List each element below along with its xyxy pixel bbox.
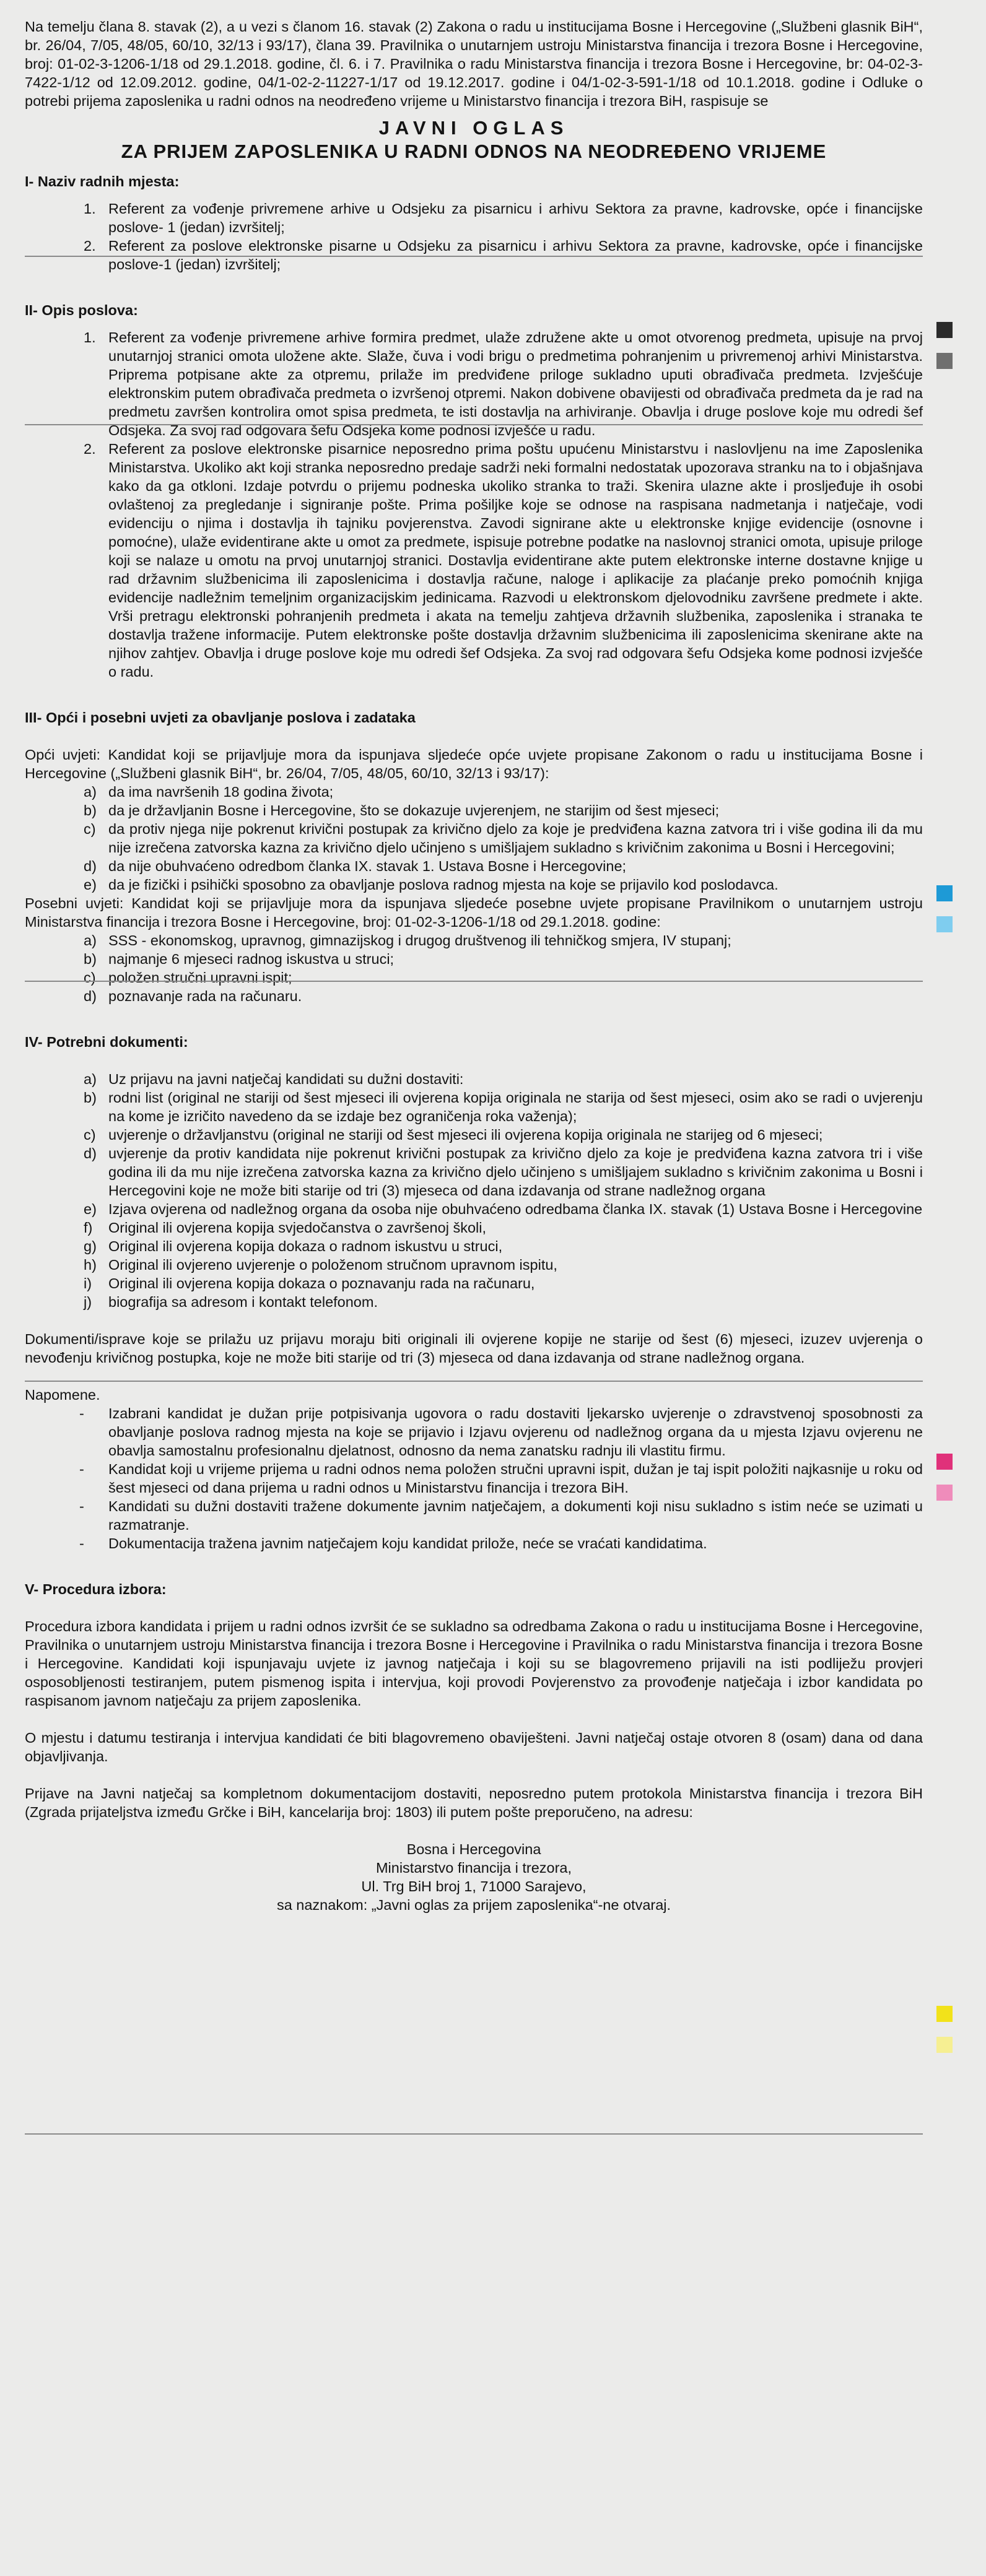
special-conditions-intro: Posebni uvjeti: Kandidat koji se prijavljuje mora da ispunjava sljedeće posebne uvjete propisane Pravilnikom o unutarnjem ustroju Ministarstva financija i trezora Bosne i Hercegovine, broj: 01-02-3-1206-1/18 od 29.1.2018. godine: — [25, 895, 923, 930]
list-item — [25, 236, 923, 274]
list-item-text: Dokumentacija tražena javnim natječajem koju kandidat prilože, neće se vraćati kandidatima. — [108, 1535, 707, 1551]
announcement-document — [25, 17, 923, 1914]
list-item-text: Kandidati su dužni dostaviti tražene dokumente javnim natječajem, a dokumenti koji nisu sukladno s istim neće se uzimati u razmatranje. — [108, 1498, 923, 1533]
list-marker: b) — [84, 1090, 97, 1106]
list-marker: d) — [84, 858, 97, 874]
registration-mark-gray — [936, 353, 953, 369]
notes-label: Napomene. — [25, 1387, 100, 1403]
list-item — [25, 1460, 923, 1497]
intro-paragraph: Na temelju člana 8. stavak (2), a u vezi s članom 16. stavak (2) Zakona o radu u institucijama Bosne i Hercegovine („Službeni glasnik BiH“, br. 26/04, 7/05, 48/05, 60/10, 32/13 i 93/17), člana 39. Pravilnika o unutarnjem ustroju Ministarstva financija i trezora Bosne i Hercegovine, broj: 01-02-3-1206-1/18 od 29.1.2018. godine, čl. 6. i 7. Pravilnika o radu Ministarstva financija i trezora Bosne i Hercegovine, br: 04-02-3-7422-1/12 od 12.09.2012. godine, 04/1-02-2-11227-1/17 od 19.12.2017. godine i 04/1-02-3-591-1/18 od 10.1.2018. godine i Odluke o potrebi prijema zaposlenika u radni odnos na neodređeno vrijeme u Ministarstvo financija i trezora BiH, raspisuje se — [25, 19, 923, 109]
list-item — [25, 1144, 923, 1200]
special-conditions-list — [25, 931, 923, 1005]
registration-mark-magenta — [936, 1454, 953, 1470]
list-item-text: Uz prijavu na javni natječaj kandidati su dužni dostaviti: — [108, 1071, 464, 1087]
list-item-text: Referent za poslove elektronske pisarnice neposredno prima poštu upućenu Ministarstvu i naslovljenu na ime Zaposlenika Ministarstva. Ukoliko akt koji stranka neposredno predaje sadrži neki formalni nedostatak upozorava stranku na to i objašnjava kako da ga otkloni. Izdaje potvrdu o prijemu podneska ukoliko stranka to traži. Skenira ulazne akte i prosljeđuje ih osobi ovlaštenoj za pregledanje i signiranje pošte. Prima pošiljke koje se odnose na raspisana nadmetanja i natječaje, vodi evidenciju o njima i dostavlja ih tajniku povjerenstva. Zavodi signirane akte u elektronske knjige evidencije (osnovne i pomoćne), ulaže evidentirane akte u omot za predmete, ispisuje potrebne podatke na naslovnoj stranici omota, upisuje priloge koji se nalaze u omotu na prvoj unutarnjoj stranici. Dostavlja evidentirane akte putem elektronske interne dostavne knjige u rad državnim službenicima ili zaposlenicima i dostavlja račune, naloge i aplikacije za plaćanje preko pomoćnih knjiga evidencije nadležnim temeljnim organizacijskim jedinicama. Razvodi u elektronskom djelovodniku završene predmete i akte. Vrši pretragu elektronski pohranjenih predmeta i akata na temelju zahtjeva državnih službenika, zaposlenika i stranaka te dostavlja tražene informacije. Putem elektronske pošte dostavlja državnim službenicima ili zaposlenicima skenirane akte na njihov zahtjev. Obavlja i druge poslove koje mu odredi šef Odsjeka. Za svoj rad odgovara šefu Odsjeka kome podnosi izvješće o radu. — [108, 441, 923, 680]
list-item-text: SSS - ekonomskog, upravnog, gimnazijskog i drugog društvenog ili tehničkog smjera, IV stupanj; — [108, 932, 731, 948]
list-item — [25, 1293, 923, 1311]
list-item-text: Referent za poslove elektronske pisarne u Odsjeku za pisarnicu i arhivu Sektora za pravne, kadrovske, opće i financijske poslove-1 (jedan) izvršitelj; — [108, 238, 923, 272]
list-item — [25, 1534, 923, 1553]
list-item — [25, 1255, 923, 1274]
list-item-text: da je državljanin Bosne i Hercegovine, što se dokazuje uvjerenjem, ne starijim od šest mjeseci; — [108, 802, 720, 818]
list-item — [25, 820, 923, 857]
list-item — [25, 1125, 923, 1144]
section-4-heading: IV- Potrebni dokumenti: — [25, 1034, 188, 1050]
list-item-text: Izjava ovjerena od nadležnog organa da osoba nije obuhvaćeno odredbama članka IX. stavak (1) Ustava Bosne i Hercegovine — [108, 1201, 923, 1217]
address-line: Ministarstvo financija i trezora, — [375, 1860, 572, 1876]
address-line: sa naznakom: „Javni oglas za prijem zaposlenika“-ne otvaraj. — [276, 1897, 671, 1913]
general-conditions-intro: Opći uvjeti: Kandidat koji se prijavljuje mora da ispunjava sljedeće opće uvjete propisane Zakonom o radu u institucijama Bosne i Hercegovine („Službeni glasnik BiH“, br. 26/04, 7/05, 48/05, 60/10, 32/13 i 93/17): — [25, 747, 923, 781]
list-item-text: Original ili ovjerena kopija svjedočanstva o završenoj školi, — [108, 1220, 486, 1236]
list-marker: h) — [84, 1257, 97, 1273]
submission-paragraph: Prijave na Javni natječaj sa kompletnom dokumentacijom dostaviti, neposredno putem protokola Ministarstva financija i trezora BiH (Zgrada prijateljstva između Grčke i BiH, kancelarija broj: 1803) ili putem pošte preporučeno, na adresu: — [25, 1785, 923, 1820]
list-item-text: Izabrani kandidat je dužan prije potpisivanja ugovora o radu dostaviti ljekarsko uvjerenje o zdravstvenoj sposobnosti za obavljanje poslova radnog mjesta na koje se prijavio i Izjavu ovjerenu od nadležnog organa da u mjesta Izjavu ovjerenu ne obavlja samostalnu profesionalnu djelatnost, odnosno da nema zanatsku radnju ili vlastitu firmu. — [108, 1405, 923, 1459]
section-1-list — [25, 199, 923, 274]
list-marker: 1. — [84, 201, 96, 217]
list-marker: e) — [84, 1201, 97, 1217]
list-marker: - — [79, 1498, 84, 1514]
separator-rule — [25, 424, 923, 425]
section-5-heading: V- Procedura izbora: — [25, 1581, 167, 1597]
registration-mark-light-yellow — [936, 2037, 953, 2053]
address-line: Ul. Trg BiH broj 1, 71000 Sarajevo, — [361, 1878, 587, 1894]
list-marker: a) — [84, 932, 97, 948]
notes-list — [25, 1404, 923, 1553]
section-2-heading: II- Opis poslova: — [25, 302, 138, 318]
list-item-text: biografija sa adresom i kontakt telefonom. — [108, 1294, 378, 1310]
list-marker: e) — [84, 877, 97, 893]
separator-rule — [25, 981, 923, 982]
list-item — [25, 440, 923, 681]
list-item-text: Original ili ovjereno uvjerenje o položenom stručnom upravnom ispitu, — [108, 1257, 557, 1273]
section-2-list — [25, 328, 923, 681]
testing-info-paragraph: O mjestu i datumu testiranja i intervjua kandidati će biti blagovremeno obaviješteni. Javni natječaj ostaje otvoren 8 (osam) dana od dana objavljivanja. — [25, 1730, 923, 1764]
list-item — [25, 987, 923, 1005]
selection-procedure-paragraph: Procedura izbora kandidata i prijem u radni odnos izvršit će se sukladno sa odredbama Zakona o radu u institucijama Bosne i Hercegovine, Pravilnika o unutarnjem ustroju Ministarstva financija i trezora Bosne i Hercegovine i Pravilnika o radu Ministarstva financija i trezora Bosne i Hercegovine. Kandidati koji ispunjavaju uvjete iz javnog natječaja i koji su se blagovremeno prijavili na isti podliježu provjeri osposobljenosti testiranjem, putem pismenog ispita i intervjua, koji provodi Povjerenstvo za provođenje natječaja i izbor kandidata po raspisanom javnom natječaju za prijem zaposlenika. — [25, 1618, 923, 1709]
list-marker: c) — [84, 1127, 96, 1143]
section-3-heading: III- Opći i posebni uvjeti za obavljanje poslova i zadataka — [25, 709, 416, 726]
list-marker: 2. — [84, 238, 96, 254]
list-marker: d) — [84, 988, 97, 1004]
address-line: Bosna i Hercegovina — [406, 1841, 541, 1857]
list-marker: b) — [84, 802, 97, 818]
list-item-text: uvjerenje o državljanstvu (original ne stariji od šest mjeseci ili ovjerena kopija originala ne starijeg od 6 mjeseci; — [108, 1127, 823, 1143]
list-marker: g) — [84, 1238, 97, 1254]
list-item — [25, 1274, 923, 1293]
separator-rule — [25, 2133, 923, 2135]
list-marker: c) — [84, 821, 96, 837]
list-item-text: rodni list (original ne stariji od šest mjeseci ili ovjerena kopija originala ne starija od šest mjeseci, osim ako se radi o uvjerenju na kome je izričito navedeno da se izdaje bez ograničenja roka važenja); — [108, 1090, 923, 1124]
documents-note: Dokumenti/isprave koje se prilažu uz prijavu moraju biti originali ili ovjerene kopije ne starije od šest (6) mjeseci, izuzev uvjerenja o nevođenju krivičnog postupka, koje ne može biti starije od tri (3) mjeseca od dana izdavanja od strane nadležnog organa. — [25, 1331, 923, 1366]
section-1-heading: I- Naziv radnih mjesta: — [25, 173, 180, 189]
registration-mark-cyan — [936, 885, 953, 901]
registration-mark-light-cyan — [936, 916, 953, 932]
list-marker: b) — [84, 951, 97, 967]
list-item-text: Referent za vođenje privremene arhive formira predmet, ulaže združene akte u omot otvorenog predmeta, upisuje na prvoj unutarnjoj stranici omota uložene akte. Slaže, čuva i vodi brigu o predmetima pohranjenim u privremenoj arhivi Ministarstva. Pripremа potpisane akte za otpremu, prilaže im predviđene priloge sukladno uputi obrađivača predmeta. Izvješćuje elektronskim putem obrađivača predmeta o izvršenoj otpremi. Nakon dobivene obavijesti od obrađivača predmeta da je rad na predmetu završen kontrolira omot spisa predmeta, te isti dostavlja na arhiviranje. Obavlja i druge poslove koje mu odredi šef Odsjeka. Za svoj rad odgovara šefu Odsjeka kome podnosi izvješće u radu. — [108, 329, 923, 438]
list-item — [25, 1404, 923, 1460]
list-item — [25, 328, 923, 440]
list-marker: 1. — [84, 329, 96, 345]
list-item-text: da ima navršenih 18 godina života; — [108, 784, 334, 800]
list-item-text: poznavanje rada na računaru. — [108, 988, 302, 1004]
list-item — [25, 1200, 923, 1218]
list-item — [25, 783, 923, 801]
list-item — [25, 1218, 923, 1237]
registration-mark-light-magenta — [936, 1485, 953, 1501]
separator-rule — [25, 256, 923, 257]
list-item-text: Referent za vođenje privremene arhive u Odsjeku za pisarnicu i arhivu Sektora za pravne, kadrovske, opće i financijske poslove- 1 (jedan) izvršitelj; — [108, 201, 923, 235]
list-item-text: Original ili ovjerena kopija dokaza o radnom iskustvu u struci, — [108, 1238, 503, 1254]
list-item-text: da nije obuhvaćeno odredbom članka IX. stavak 1. Ustava Bosne i Hercegovine; — [108, 858, 627, 874]
list-item-text: Original ili ovjerena kopija dokaza o poznavanju rada na računaru, — [108, 1275, 535, 1291]
list-item-text: položen stručni upravni ispit; — [108, 969, 292, 986]
registration-mark-yellow — [936, 2006, 953, 2022]
list-item-text: da protiv njega nije pokrenut krivični postupak za krivično djelo za koje je predviđena kazna zatvora tri i više godina ili da mu nije izrečena zatvorska kazna za krivično djelo učinjeno s umišljajem sukladno s krivičnim zakonima u Bosni i Hercegovini; — [108, 821, 923, 856]
list-marker: i) — [84, 1275, 92, 1291]
list-item-text: da je fizički i psihički sposobno za obavljanje poslova radnog mjesta na koje se prijavilo kod poslodavca. — [108, 877, 779, 893]
list-marker: a) — [84, 1071, 97, 1087]
list-item — [25, 950, 923, 968]
list-item — [25, 1088, 923, 1125]
list-marker: - — [79, 1405, 84, 1421]
list-item — [25, 968, 923, 987]
announcement-subtitle: ZA PRIJEM ZAPOSLENIKA U RADNI ODNOS NA NEODREĐENO VRIJEME — [121, 141, 827, 162]
separator-rule — [25, 1381, 923, 1382]
list-marker: j) — [84, 1294, 92, 1310]
list-item-text: najmanje 6 mjeseci radnog iskustva u struci; — [108, 951, 395, 967]
list-marker: f) — [84, 1220, 93, 1236]
required-documents-list — [25, 1070, 923, 1311]
list-marker: a) — [84, 784, 97, 800]
general-conditions-list — [25, 783, 923, 894]
list-item — [25, 857, 923, 875]
list-item — [25, 931, 923, 950]
list-item-text: uvjerenje da protiv kandidata nije pokrenut krivični postupak za krivično djelo za koje je predviđena kazna zatvora tri i više godina ili da mu nije izrečena zatvorska kazna za krivično djelo učinjeno s umišljajem sukladno s krivičnim zakonima u Bosni i Hercegovini koje ne može biti starije od tri (3) mjeseca od dana izdavanja od strane nadležnog organa — [108, 1145, 923, 1199]
list-item — [25, 1237, 923, 1255]
list-item — [25, 1070, 923, 1088]
list-marker: c) — [84, 969, 96, 986]
list-item — [25, 199, 923, 236]
list-marker: 2. — [84, 441, 96, 457]
list-item-text: Kandidat koji u vrijeme prijema u radni odnos nema položen stručni upravni ispit, dužan je taj ispit položiti najkasnije u roku od šest mjeseci od dana prijema u radni odnos u Ministarstvu financija i trezora BiH. — [108, 1461, 923, 1496]
list-item — [25, 875, 923, 894]
list-item — [25, 1497, 923, 1534]
mailing-address — [25, 1840, 923, 1914]
registration-mark-black — [936, 322, 953, 338]
list-marker: d) — [84, 1145, 97, 1161]
list-marker: - — [79, 1461, 84, 1477]
list-item — [25, 801, 923, 820]
announcement-title: JAVNI OGLAS — [378, 117, 569, 139]
list-marker: - — [79, 1535, 84, 1551]
